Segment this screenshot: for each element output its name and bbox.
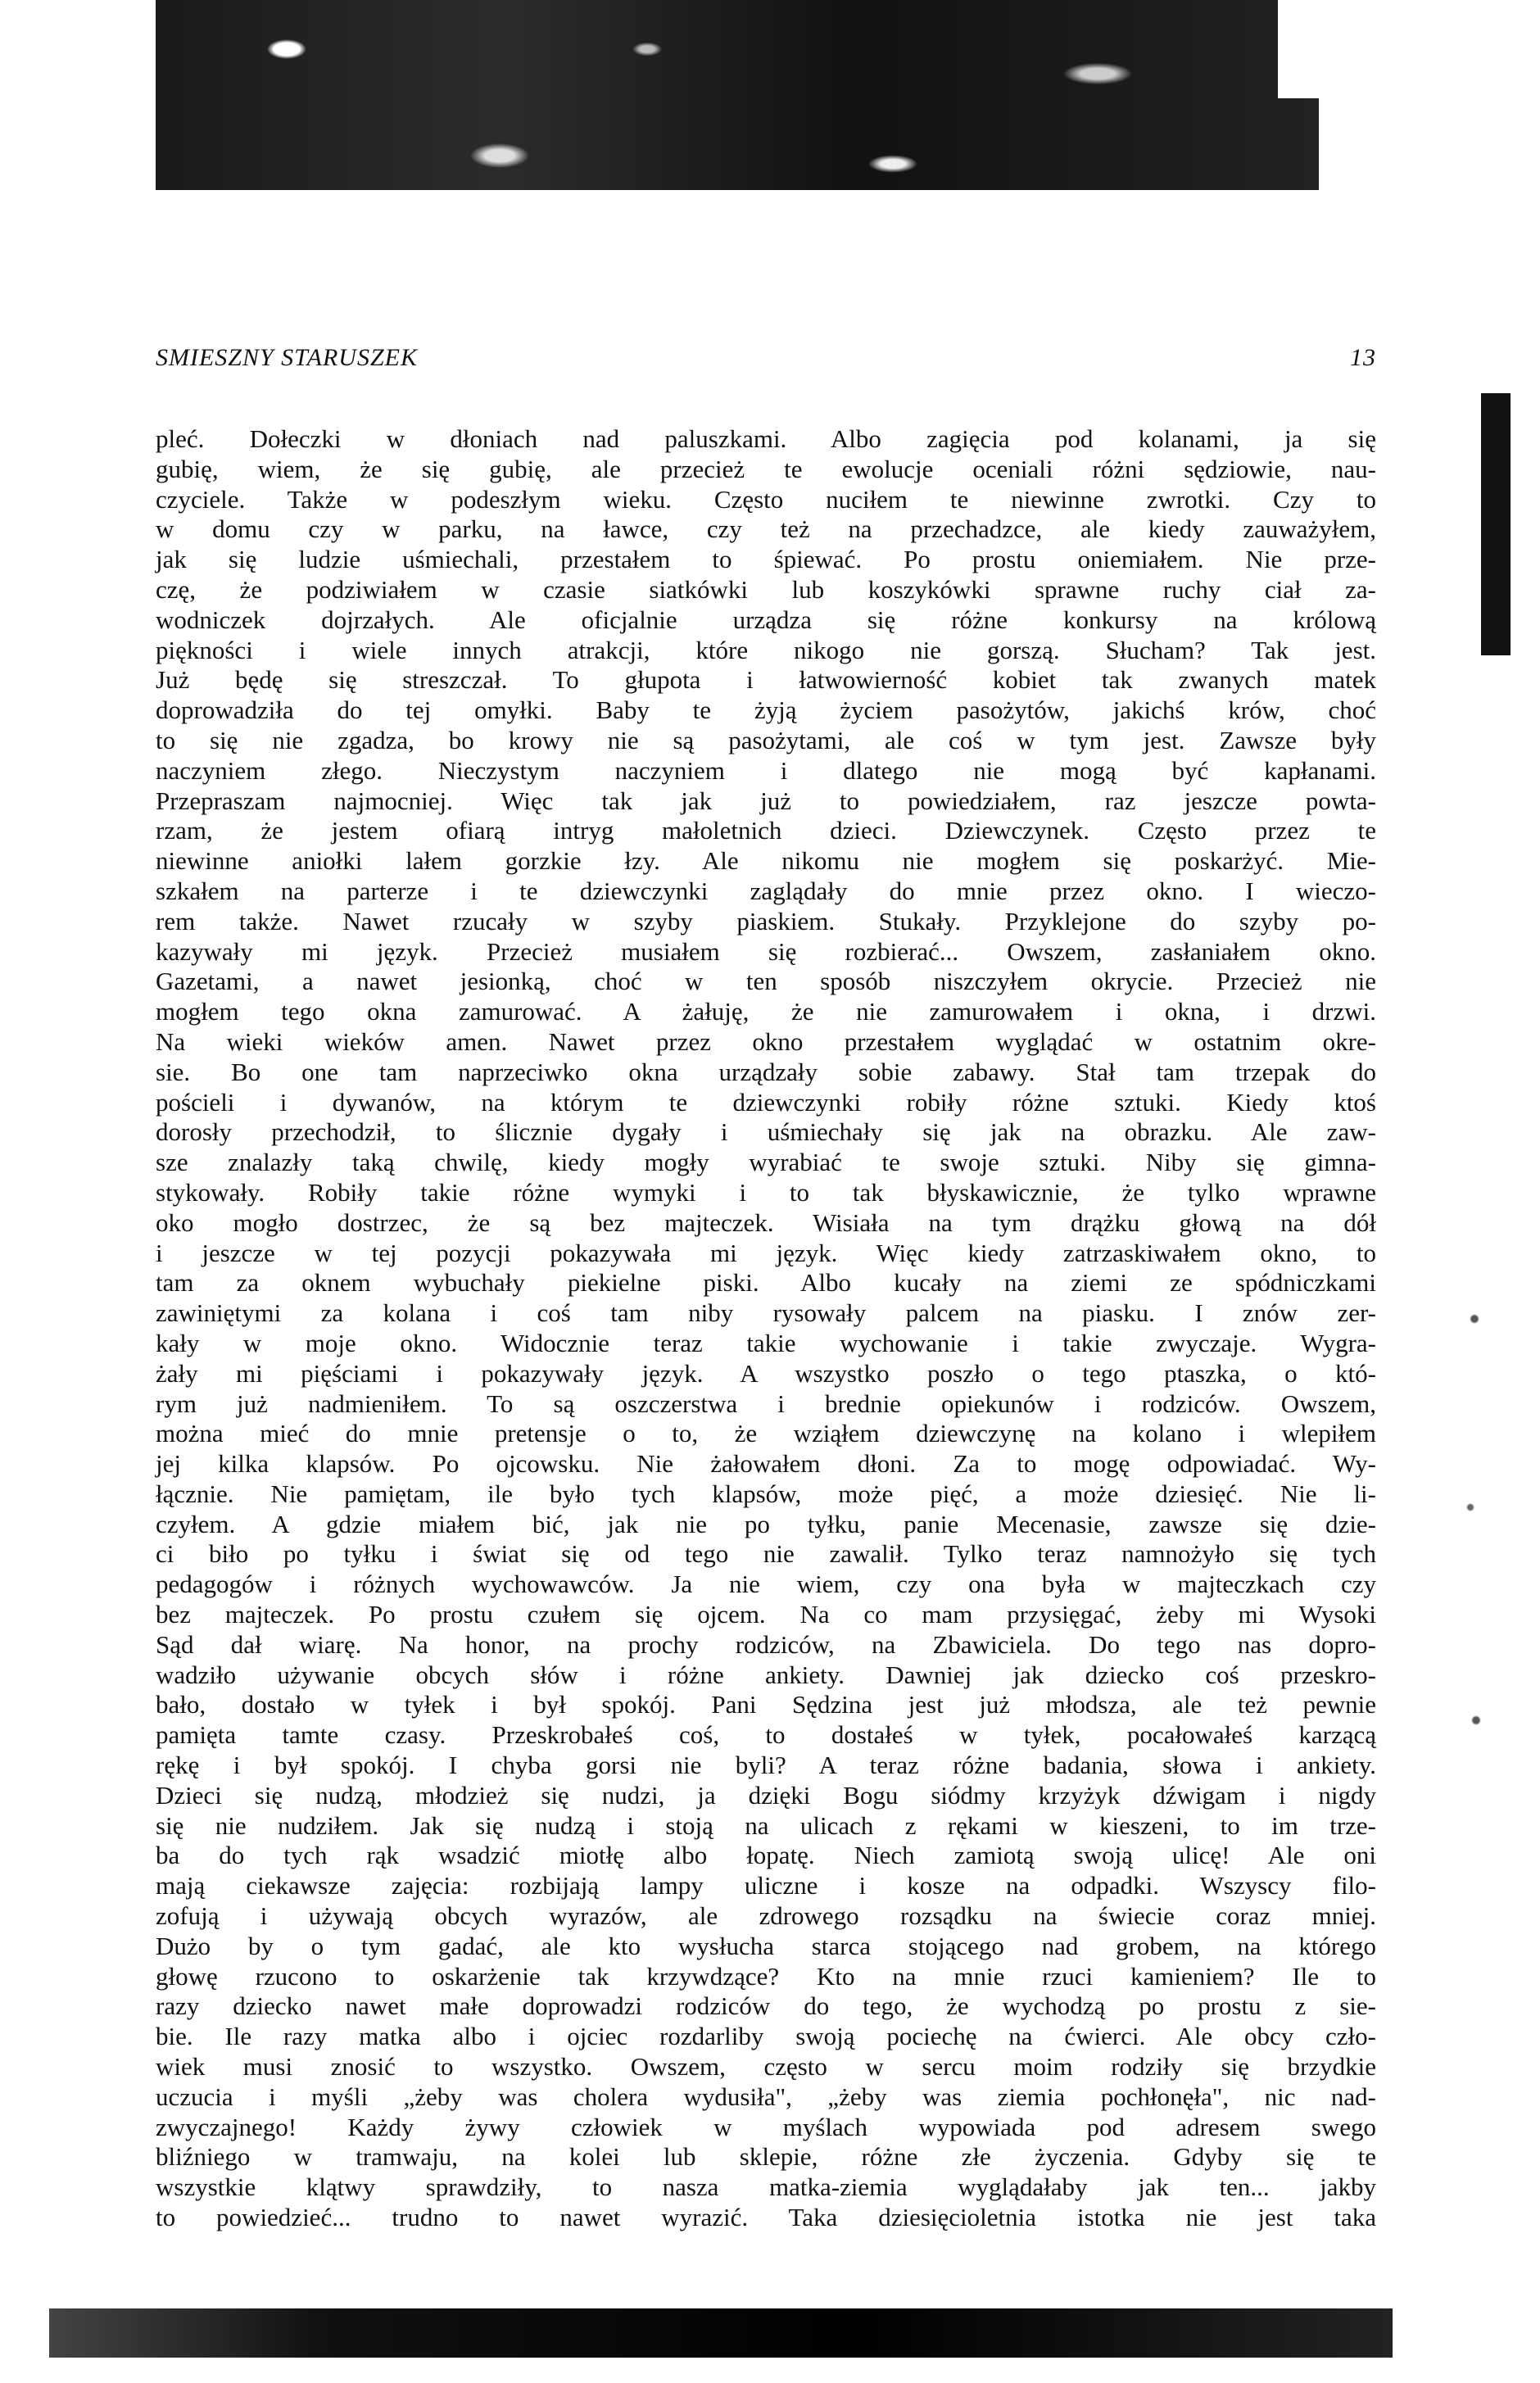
text-line: pościeli i dywanów, na którym te dziewczynki robiły różne sztuki. Kiedy ktoś: [156, 1087, 1376, 1117]
text-line: wszystkie klątwy sprawdziły, to nasza matka-ziemia wyglądałaby jak ten... jakby: [156, 2172, 1376, 2202]
text-line: pedagogów i różnych wychowawców. Ja nie wiem, czy ona była w majteczkach czy: [156, 1570, 1376, 1599]
text-line: czyłem. A gdzie miałem bić, jak nie po tyłku, panie Mecenasie, zawsze się dzie-: [156, 1509, 1376, 1538]
text-line: uczucia i myśli „żeby was cholera wydusiła", „żeby was ziemia pochłonęła", nic nad-: [156, 2082, 1376, 2111]
text-line: Gazetami, a nawet jesionką, choć w ten sposób niszczyłem okrycie. Przecież nie: [156, 967, 1376, 996]
text-line: bliźniego w tramwaju, na kolei lub sklepie, różne złe życzenia. Gdyby się te: [156, 2142, 1376, 2172]
text-line: pleć. Dołeczki w dłoniach nad paluszkami. Albo zagięcia pod kolanami, ja się: [156, 424, 1376, 453]
text-line: wodniczek dojrzałych. Ale oficjalnie urządza się różne konkursy na królową: [156, 605, 1376, 634]
text-line: wadziło używanie obcych słów i różne ankiety. Dawniej jak dziecko coś przeskro-: [156, 1660, 1376, 1689]
text-line: można mieć do mnie pretensje o to, że wziąłem dziewczynę na kolano i wlepiłem: [156, 1419, 1376, 1448]
text-line: czyciele. Także w podeszłym wieku. Często nuciłem te niewinne zwrotki. Czy to: [156, 484, 1376, 514]
text-line: bało, dostało w tyłek i był spokój. Pani Sędzina jest już młodsza, ale też pewnie: [156, 1690, 1376, 1719]
text-line: gubię, wiem, że się gubię, ale przecież te ewolucje oceniali różni sędziowie, nau-: [156, 454, 1376, 483]
text-line: kały w moje okno. Widocznie teraz takie wychowanie i takie zwyczaje. Wygra-: [156, 1328, 1376, 1357]
text-line: Dzieci się nudzą, młodzież się nudzi, ja dzięki Bogu siódmy krzyżyk dźwigam i nigdy: [156, 1780, 1376, 1810]
text-line: mają ciekawsze zajęcia: rozbijają lampy uliczne i kosze na odpadki. Wszyscy filo-: [156, 1871, 1376, 1901]
text-line: oko mogło dostrzec, że są bez majteczek. Wisiała na tym drążku głową na dół: [156, 1207, 1376, 1237]
text-line: bie. Ile razy matka albo i ojciec rozdarliby swoją pociechę na ćwierci. Ale obcy czło-: [156, 2022, 1376, 2051]
text-line: się nie nudziłem. Jak się nudzą i stoją na ulicach z rękami w kieszeni, to im trze-: [156, 1810, 1376, 1840]
scan-edge-mark: [1481, 393, 1511, 655]
text-line: jak się ludzie uśmiechali, przestałem to śpiewać. Po prostu oniemiałem. Nie prze-: [156, 545, 1376, 574]
text-line: Już będę się streszczał. To głupota i łatwowierność kobiet tak zwanych matek: [156, 665, 1376, 695]
text-line: naczyniem złego. Nieczystym naczyniem i dlatego nie mogą być kapłanami.: [156, 755, 1376, 785]
running-header: [156, 344, 1376, 377]
text-line: mogłem tego okna zamurować. A żałuję, że nie zamurowałem i okna, i drzwi.: [156, 997, 1376, 1026]
text-line: sze znalazły taką chwilę, kiedy mogły wyrabiać te swoje sztuki. Niby się gimna-: [156, 1148, 1376, 1177]
header-photo: [156, 0, 1319, 190]
text-line: rzam, że jestem ofiarą intryg małoletnich dzieci. Dziewczynek. Często przez te: [156, 816, 1376, 845]
page-number: 13: [1350, 344, 1376, 371]
text-line: zawiniętymi za kolana i coś tam niby rysowały palcem na piasku. I znów zer-: [156, 1298, 1376, 1328]
text-line: łącznie. Nie pamiętam, ile było tych klapsów, może pięć, a może dziesięć. Nie li-: [156, 1479, 1376, 1508]
text-line: żały mi pięściami i pokazywały język. A wszystko poszło o tego ptaszka, o któ-: [156, 1358, 1376, 1388]
text-line: rem także. Nawet rzucały w szyby piaskiem. Stukały. Przyklejone do szyby po-: [156, 906, 1376, 936]
text-line: Sąd dał wiarę. Na honor, na prochy rodziców, na Zbawiciela. Do tego nas dopro-: [156, 1629, 1376, 1659]
text-line: to powiedzieć... trudno to nawet wyrazić. Taka dziesięcioletnia istotka nie jest taka: [156, 2203, 1376, 2232]
body-text: [156, 424, 1376, 2233]
text-line: niewinne aniołki lałem gorzkie łzy. Ale nikomu nie mogłem się poskarżyć. Mie-: [156, 846, 1376, 876]
text-line: w domu czy w parku, na ławce, czy też na przechadzce, ale kiedy zauważyłem,: [156, 514, 1376, 544]
text-line: ci biło po tyłku i świat się od tego nie zawalił. Tylko teraz namnożyło się tych: [156, 1539, 1376, 1569]
text-line: zwyczajnego! Każdy żywy człowiek w myślach wypowiada pod adresem swego: [156, 2112, 1376, 2141]
text-line: Na wieki wieków amen. Nawet przez okno przestałem wyglądać w ostatnim okre-: [156, 1026, 1376, 1056]
text-line: rękę i był spokój. I chyba gorsi nie byli? A teraz różne badania, słowa i ankiety.: [156, 1751, 1376, 1780]
text-line: Dużo by o tym gadać, ale kto wysłucha starca stojącego nad grobem, na którego: [156, 1931, 1376, 1960]
text-line: i jeszcze w tej pozycji pokazywała mi język. Więc kiedy zatrzaskiwałem okno, to: [156, 1238, 1376, 1267]
text-line: zofują i używają obcych wyrazów, ale zdrowego rozsądku na świecie coraz mniej.: [156, 1901, 1376, 1931]
text-line: doprowadziła do tej omyłki. Baby te żyją życiem pasożytów, jakichś krów, choć: [156, 695, 1376, 725]
text-line: bez majteczek. Po prostu czułem się ojcem. Na co mam przysięgać, żeby mi Wysoki: [156, 1600, 1376, 1629]
text-line: ba do tych rąk wsadzić miotłę albo łopatę. Niech zamiotą swoją ulicę! Ale oni: [156, 1841, 1376, 1870]
text-line: tam za oknem wybuchały piekielne piski. Albo kucały na ziemi ze spódniczkami: [156, 1268, 1376, 1298]
text-line: stykowały. Robiły takie różne wymyki i to tak błyskawicznie, że tylko wprawne: [156, 1177, 1376, 1207]
text-line: kazywały mi język. Przecież musiałem się rozbierać... Owszem, zasłaniałem okno.: [156, 936, 1376, 966]
text-line: Przepraszam najmocniej. Więc tak jak już to powiedziałem, raz jeszcze powta-: [156, 786, 1376, 815]
text-line: wiek musi znosić to wszystko. Owszem, często w sercu moim rodziły się brzydkie: [156, 2052, 1376, 2082]
text-line: dorosły przechodził, to ślicznie dygały i uśmiechały się jak na obrazku. Ale zaw-: [156, 1117, 1376, 1147]
text-line: czę, że podziwiałem w czasie siatkówki lub koszykówki sprawne ruchy ciał za-: [156, 574, 1376, 604]
text-line: razy dziecko nawet małe doprowadzi rodziców do tego, że wychodzą po prostu z sie-: [156, 1991, 1376, 2021]
text-line: rym już nadmieniłem. To są oszczerstwa i brednie opiekunów i rodziców. Owszem,: [156, 1389, 1376, 1418]
text-line: sie. Bo one tam naprzeciwko okna urządzały sobie zabawy. Stał tam trzepak do: [156, 1057, 1376, 1086]
text-line: szkałem na parterze i te dziewczynki zaglądały do mnie przez okno. I wieczo-: [156, 876, 1376, 905]
text-line: pamięta tamte czasy. Przeskrobałeś coś, to dostałeś w tyłek, pocałowałeś karzącą: [156, 1720, 1376, 1750]
scan-smudges: [1458, 1294, 1491, 1868]
text-line: piękności i wiele innych atrakcji, które nikogo nie gorszą. Słucham? Tak jest.: [156, 635, 1376, 664]
text-line: to się nie zgadza, bo krowy nie są pasożytami, ale coś w tym jest. Zawsze były: [156, 725, 1376, 754]
running-title: SMIESZNY STARUSZEK: [156, 344, 418, 371]
text-line: jej kilka klapsów. Po ojcowsku. Nie żałowałem dłoni. Za to mogę odpowiadać. Wy-: [156, 1449, 1376, 1479]
text-line: głowę rzucono to oskarżenie tak krzywdzące? Kto na mnie rzuci kamieniem? Ile to: [156, 1961, 1376, 1991]
scan-bottom-bar: [49, 2308, 1393, 2358]
photo-edge: [1278, 0, 1327, 98]
